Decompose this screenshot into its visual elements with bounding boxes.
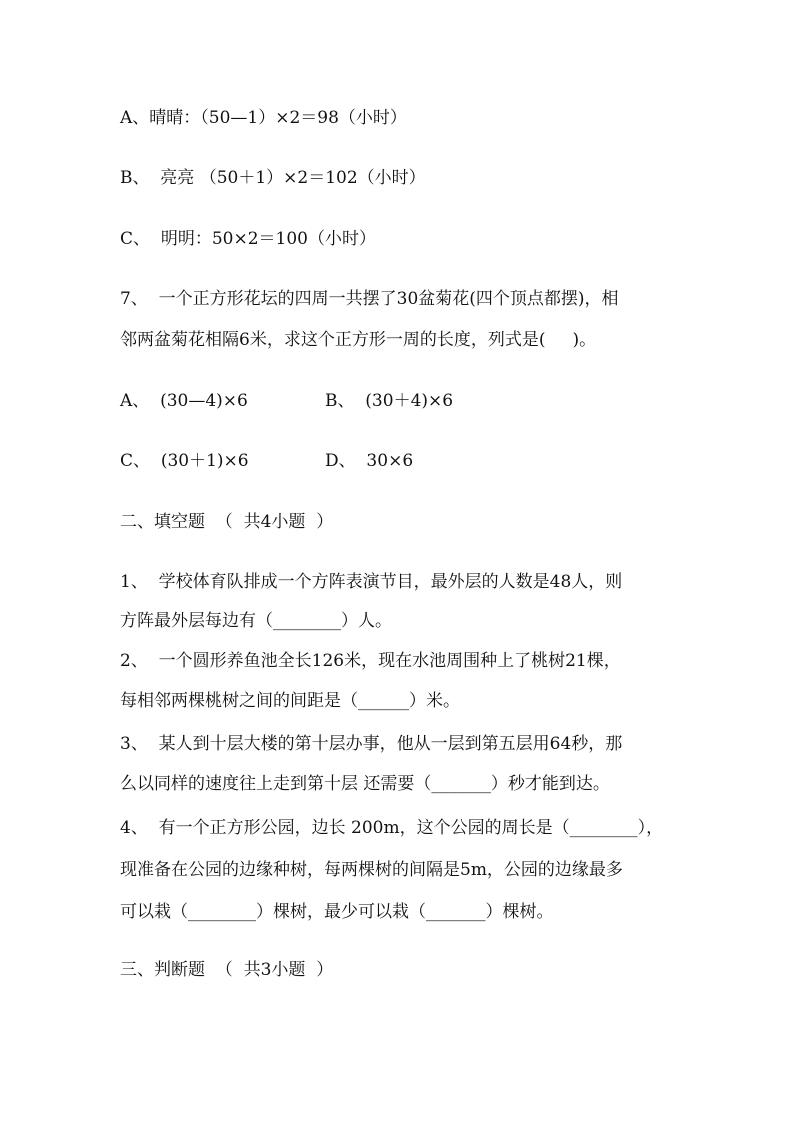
s2-q3-line2: 么以同样的速度往上走到第十层 还需要（_______）秒才能到达。 bbox=[120, 774, 610, 794]
q7-option-b: B、 (30＋4)×6 bbox=[325, 391, 454, 411]
q6-option-a: A、晴晴：（50—1）×2＝98（小时） bbox=[120, 108, 407, 128]
q7-option-d: D、 30×6 bbox=[325, 451, 414, 471]
s2-q2-line2: 每相邻两棵桃树之间的间距是（______）米。 bbox=[120, 691, 460, 711]
q6-option-c: C、 明明：50×2＝100（小时） bbox=[120, 229, 376, 249]
s2-q1-line2: 方阵最外层每边有（________）人。 bbox=[120, 611, 392, 631]
q7-text-line2: 邻两盆菊花相隔6米，求这个正方形一周的长度，列式是( )。 bbox=[120, 330, 597, 350]
s2-q3-line1: 3、 某人到十层大楼的第十层办事，他从一层到第五层用64秒，那 bbox=[120, 734, 623, 754]
q7-option-c: C、 (30＋1)×6 bbox=[120, 451, 249, 471]
section2-heading: 二、填空题 （ 共4小题 ） bbox=[120, 512, 334, 532]
s2-q1-line1: 1、 学校体育队排成一个方阵表演节目，最外层的人数是48人，则 bbox=[120, 572, 623, 592]
section3-heading: 三、判断题 （ 共3小题 ） bbox=[120, 960, 334, 980]
s2-q4-line2: 现准备在公园的边缘种树，每两棵树的间隔是5m，公园的边缘最多 bbox=[120, 860, 623, 880]
q7-text-line1: 7、 一个正方形花坛的四周一共摆了30盆菊花(四个顶点都摆)，相 bbox=[120, 289, 619, 309]
s2-q4-line1: 4、 有一个正方形公园，边长 200m，这个公园的周长是（________）， bbox=[120, 818, 664, 838]
s2-q2-line1: 2、 一个圆形养鱼池全长126米，现在水池周围种上了桃树21棵， bbox=[120, 651, 621, 671]
s2-q4-line3: 可以栽（________）棵树，最少可以栽（_______）棵树。 bbox=[120, 902, 554, 922]
q7-option-a: A、 (30—4)×6 bbox=[120, 391, 248, 411]
q6-option-b: B、 亮亮 （50＋1）×2＝102（小时） bbox=[120, 168, 426, 188]
